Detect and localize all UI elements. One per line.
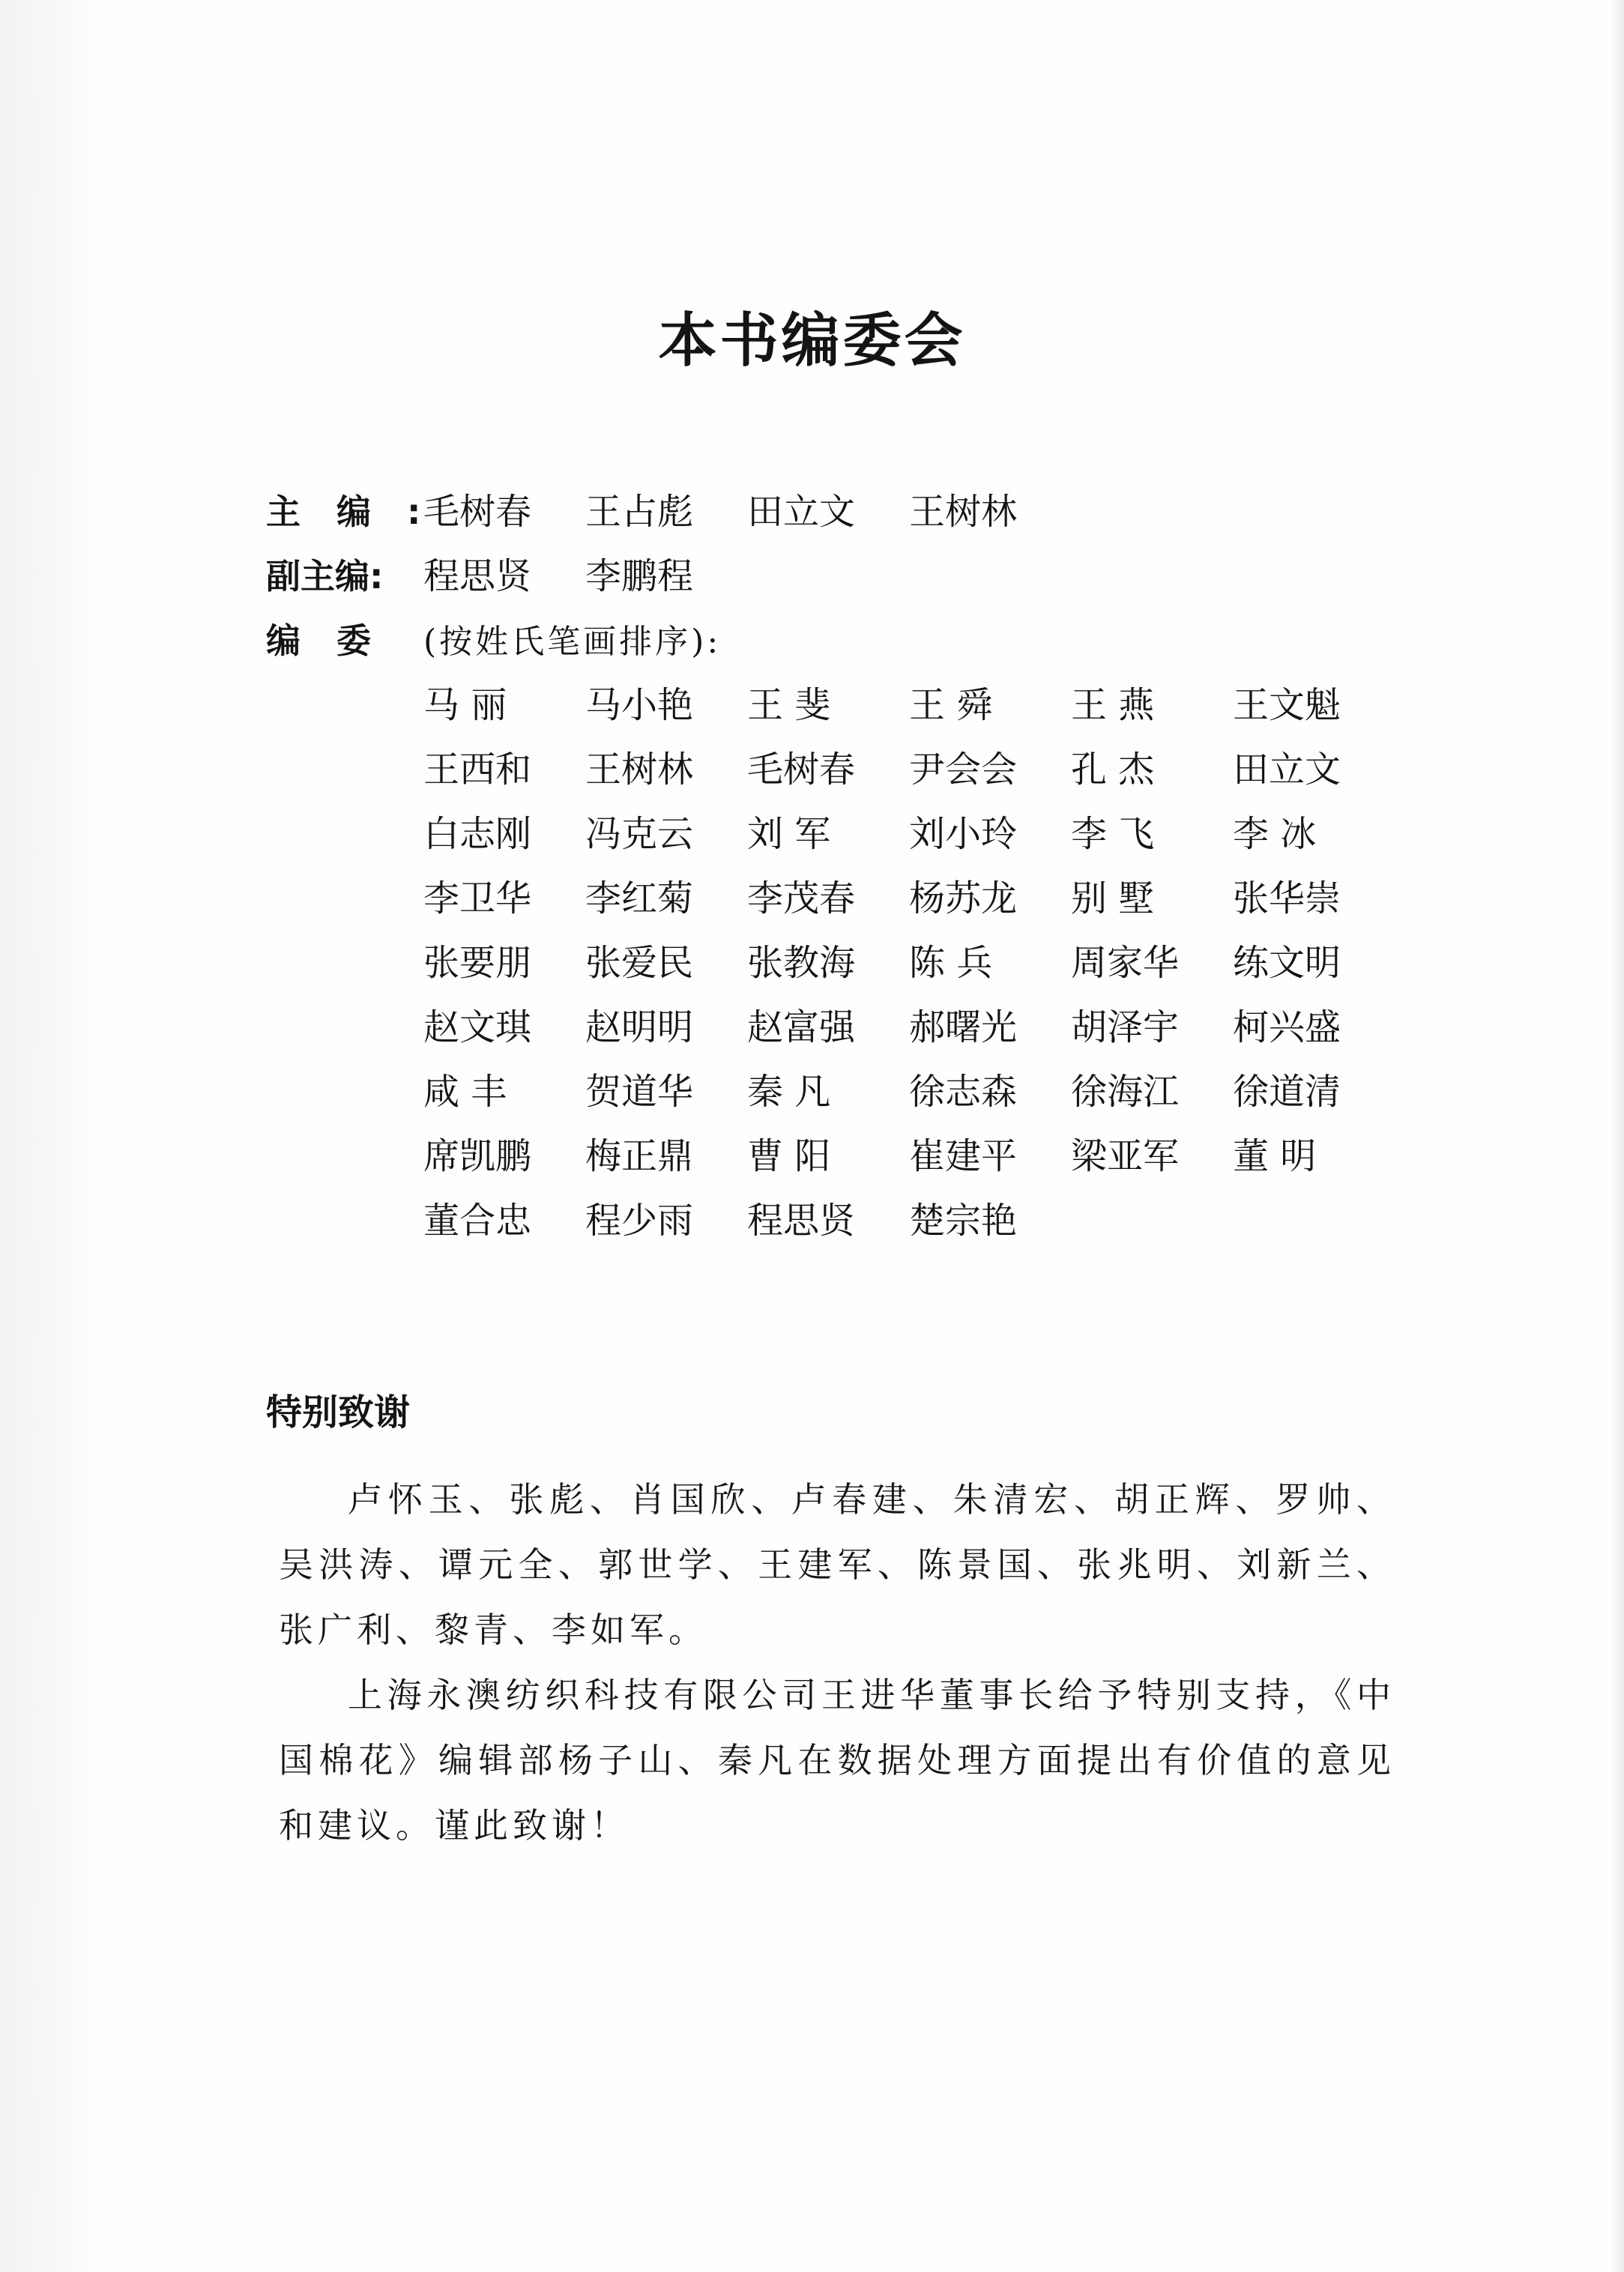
member-name: 白志刚 <box>423 813 532 855</box>
member-name: 王树林 <box>585 749 694 791</box>
member-name: 周家华 <box>1071 942 1180 984</box>
page-title: 本书编委会 <box>658 307 966 375</box>
deputy-editors-row <box>266 544 1435 608</box>
member-name: 崔建平 <box>909 1135 1018 1177</box>
member-name: 赵富强 <box>747 1006 856 1048</box>
editor-name: 田立文 <box>747 491 856 533</box>
deputy-editors-names <box>423 544 747 608</box>
member-name: 梁亚军 <box>1071 1135 1180 1177</box>
member-name: 徐道清 <box>1233 1071 1341 1113</box>
member-name: 王 斐 <box>747 684 831 726</box>
member-name: 孔 杰 <box>1071 749 1155 791</box>
member-name: 别 墅 <box>1071 877 1155 919</box>
member-name: 程思贤 <box>747 1200 856 1242</box>
member-name: 董合忠 <box>423 1200 532 1242</box>
thanks-heading: 特别致谢 <box>266 1392 411 1433</box>
member-name: 郝曙光 <box>909 1006 1018 1048</box>
member-name: 陈 兵 <box>909 942 993 984</box>
member-name: 田立文 <box>1233 749 1341 791</box>
member-name: 徐海江 <box>1071 1071 1180 1113</box>
members-row <box>266 608 1435 673</box>
member-name: 王 舜 <box>909 684 993 726</box>
member-name: 毛树春 <box>747 749 856 791</box>
member-name: 赵文琪 <box>423 1006 532 1048</box>
thanks-paragraph: 上海永澳纺织科技有限公司王进华董事长给予特别支持，《中国棉花》编辑部杨子山、秦凡在数据处理方面提出有价值的意见和建议。谨此致谢！ <box>279 1675 1395 1846</box>
member-name: 李茂春 <box>747 877 856 919</box>
editor-name: 王占彪 <box>585 491 694 533</box>
member-name: 杨苏龙 <box>909 877 1018 919</box>
member-name: 咸 丰 <box>423 1071 507 1113</box>
member-name: 秦 凡 <box>747 1071 831 1113</box>
member-name: 刘小玲 <box>909 813 1018 855</box>
member-name: 冯克云 <box>585 813 694 855</box>
member-name: 马 丽 <box>423 684 507 726</box>
member-name: 张华崇 <box>1233 877 1341 919</box>
member-name: 李 冰 <box>1233 813 1317 855</box>
member-name: 张爱民 <box>585 942 694 984</box>
member-name: 赵明明 <box>585 1006 694 1048</box>
members-label: 编委 <box>266 620 407 661</box>
editors-names <box>423 480 1071 544</box>
member-name: 刘 军 <box>747 813 831 855</box>
member-name: 王 燕 <box>1071 684 1155 726</box>
member-name: 练文明 <box>1233 942 1341 984</box>
member-name: 王西和 <box>423 749 532 791</box>
member-name: 徐志森 <box>909 1071 1018 1113</box>
deputy-editor-name: 程思贤 <box>423 555 532 597</box>
member-name: 程少雨 <box>585 1200 694 1242</box>
editorial-committee <box>266 480 1435 1253</box>
member-name: 张教海 <box>747 942 856 984</box>
member-name: 马小艳 <box>585 684 694 726</box>
member-name: 曹 阳 <box>747 1135 831 1177</box>
thanks-body <box>279 1467 1395 1858</box>
member-name: 张要朋 <box>423 942 532 984</box>
member-name: 席凯鹏 <box>423 1135 532 1177</box>
members-sort-note: (按姓氏笔画排序): <box>423 623 722 661</box>
editor-name: 毛树春 <box>423 491 532 533</box>
member-name: 李红菊 <box>585 877 694 919</box>
editors-row <box>266 480 1435 544</box>
editors-label: 主编: <box>266 492 421 532</box>
member-name: 王文魁 <box>1233 684 1341 726</box>
deputy-editor-name: 李鹏程 <box>585 555 694 597</box>
members-grid <box>423 673 1435 1253</box>
member-name: 董 明 <box>1233 1135 1317 1177</box>
editor-name: 王树林 <box>909 491 1018 533</box>
member-name: 贺道华 <box>585 1071 694 1113</box>
member-name: 楚宗艳 <box>909 1200 1018 1242</box>
member-name: 柯兴盛 <box>1233 1006 1341 1048</box>
member-name: 李卫华 <box>423 877 532 919</box>
deputy-editors-label: 副主编: <box>266 556 384 596</box>
member-name: 胡泽宇 <box>1071 1006 1180 1048</box>
member-name: 梅正鼎 <box>585 1135 694 1177</box>
member-name: 李 飞 <box>1071 813 1155 855</box>
thanks-paragraph: 卢怀玉、张彪、肖国欣、卢春建、朱清宏、胡正辉、罗帅、吴洪涛、谭元全、郭世学、王建军、陈景国、张兆明、刘新兰、张广利、黎青、李如军。 <box>279 1479 1395 1650</box>
member-name: 尹会会 <box>909 749 1018 791</box>
